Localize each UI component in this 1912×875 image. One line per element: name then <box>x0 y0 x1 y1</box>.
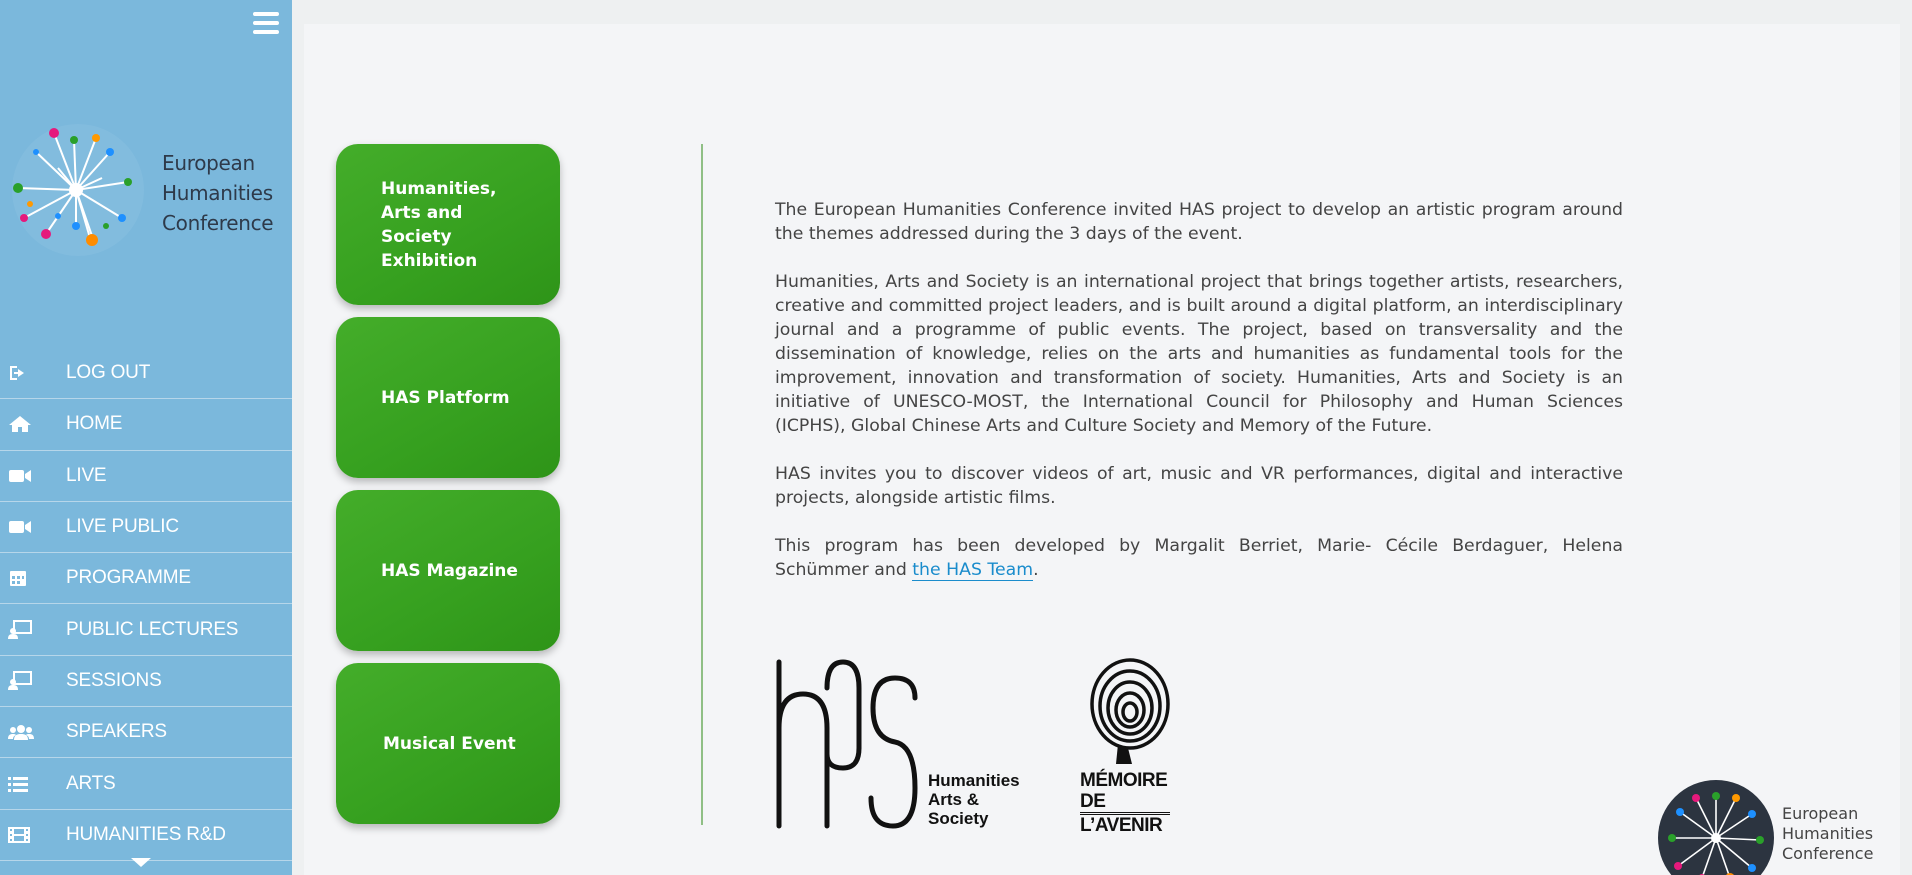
conference-network-logo-icon <box>1656 778 1776 875</box>
has-button-column <box>336 144 560 836</box>
has-magazine-button[interactable] <box>336 490 560 651</box>
has-line-2: Arts & <box>928 790 980 809</box>
has-team-link[interactable]: the HAS Team <box>912 560 1034 580</box>
has-logo-icon <box>775 658 925 830</box>
has-line-3: Society <box>928 809 989 828</box>
credits-text: This program has been developed by Margalit Berriet, Marie- Cécile Berdaguer, Helena Schümmer and <box>775 536 1623 580</box>
sidebar-item-label: LOG OUT <box>66 362 151 384</box>
paragraph-intro: The European Humanities Conference invited HAS project to develop an artistic program around the themes addressed during the 3 days of the event. <box>775 200 1623 244</box>
has-logo-text <box>928 771 1020 828</box>
list-icon <box>0 776 66 792</box>
ehc-logo-text <box>1782 804 1873 864</box>
description-text <box>775 198 1623 606</box>
calendar-icon <box>0 568 66 588</box>
memoire-avenir-logo <box>1080 652 1176 836</box>
mda-line-3: L’AVENIR <box>1080 815 1163 836</box>
has-line-1: Humanities <box>928 771 1020 790</box>
logo-line-1: European <box>162 151 255 175</box>
ehc-logo <box>1656 778 1906 875</box>
paragraph-about: Humanities, Arts and Society is an international project that brings together artists, researchers, creative and committed project leaders, and is built around a digital platform, an interdisciplinary journal and a programme of public events. The project, based on transversality and the dissemination of knowledge, relies on the arts and humanities as fundamental tools for the improvement, innovation and transformation of society. Humanities, Arts and Society is an initiative of UNESCO-MOST, the International Council for Philosophy and Human Sciences (ICPHS), Global Chinese Arts and Culture Society and Memory of the Future. <box>775 272 1623 436</box>
sidebar-item-label: HUMANITIES R&D <box>66 823 226 845</box>
sidebar-item-public-lectures[interactable] <box>0 604 292 655</box>
sidebar-item-speakers[interactable] <box>0 707 292 758</box>
sidebar-item-label: ARTS <box>66 772 116 794</box>
sidebar-item-log-out[interactable] <box>0 348 292 399</box>
conference-network-logo-icon <box>6 108 156 274</box>
musical-event-button[interactable] <box>336 663 560 824</box>
sidebar-item-label: SESSIONS <box>66 669 162 691</box>
mda-line-2: DE <box>1080 791 1170 815</box>
home-icon <box>0 415 66 433</box>
sidebar-item-label: HOME <box>66 413 123 435</box>
sidebar-item-label: PROGRAMME <box>66 567 191 589</box>
sidebar-item-live-public[interactable] <box>0 502 292 553</box>
users-icon <box>0 723 66 741</box>
logo-line-3: Conference <box>162 211 274 235</box>
sidebar-item-programme[interactable] <box>0 553 292 604</box>
sidebar-logo-text <box>162 148 273 238</box>
sidebar-item-label: SPEAKERS <box>66 721 167 743</box>
sign-out-icon <box>0 364 66 382</box>
memoire-avenir-text <box>1080 770 1170 836</box>
ehc-line-2: Humanities <box>1782 824 1874 843</box>
sidebar-item-live[interactable] <box>0 451 292 502</box>
paragraph-invite: HAS invites you to discover videos of art, music and VR performances, digital and interactive projects, alongside artistic films. <box>775 464 1623 508</box>
mda-line-1: MÉMOIRE <box>1080 770 1168 791</box>
sidebar-item-label: LIVE PUBLIC <box>66 516 179 538</box>
fingerprint-head-icon <box>1080 652 1176 764</box>
logo-line-2: Humanities <box>162 181 273 205</box>
video-camera-icon <box>0 519 66 535</box>
ehc-line-3: Conference <box>1782 844 1874 863</box>
video-camera-icon <box>0 468 66 484</box>
sidebar-logo[interactable] <box>6 108 286 274</box>
film-icon <box>0 826 66 844</box>
button-label: HAS Platform <box>381 387 510 408</box>
sidebar-item-arts[interactable] <box>0 758 292 809</box>
paragraph-credits <box>775 534 1623 582</box>
hamburger-menu-icon[interactable] <box>253 12 279 34</box>
sidebar-menu <box>0 348 292 861</box>
has-platform-button[interactable] <box>336 317 560 478</box>
button-label: HAS Magazine <box>381 560 518 581</box>
sidebar-item-sessions[interactable] <box>0 656 292 707</box>
button-label: Humanities, Arts and Society Exhibition <box>381 178 497 271</box>
has-exhibition-button[interactable] <box>336 144 560 305</box>
vertical-divider <box>701 144 703 825</box>
button-label: Musical Event <box>383 733 516 754</box>
credits-end: . <box>1033 560 1039 580</box>
ehc-line-1: European <box>1782 804 1859 823</box>
sidebar-item-humanities-rd[interactable] <box>0 810 292 861</box>
presenter-icon <box>0 671 66 691</box>
sidebar-item-home[interactable] <box>0 399 292 450</box>
presenter-icon <box>0 620 66 640</box>
has-logo <box>775 658 1025 830</box>
sidebar-item-label: LIVE <box>66 464 107 486</box>
sidebar <box>0 0 292 875</box>
chevron-down-icon[interactable] <box>131 858 151 867</box>
sidebar-item-label: PUBLIC LECTURES <box>66 618 239 640</box>
